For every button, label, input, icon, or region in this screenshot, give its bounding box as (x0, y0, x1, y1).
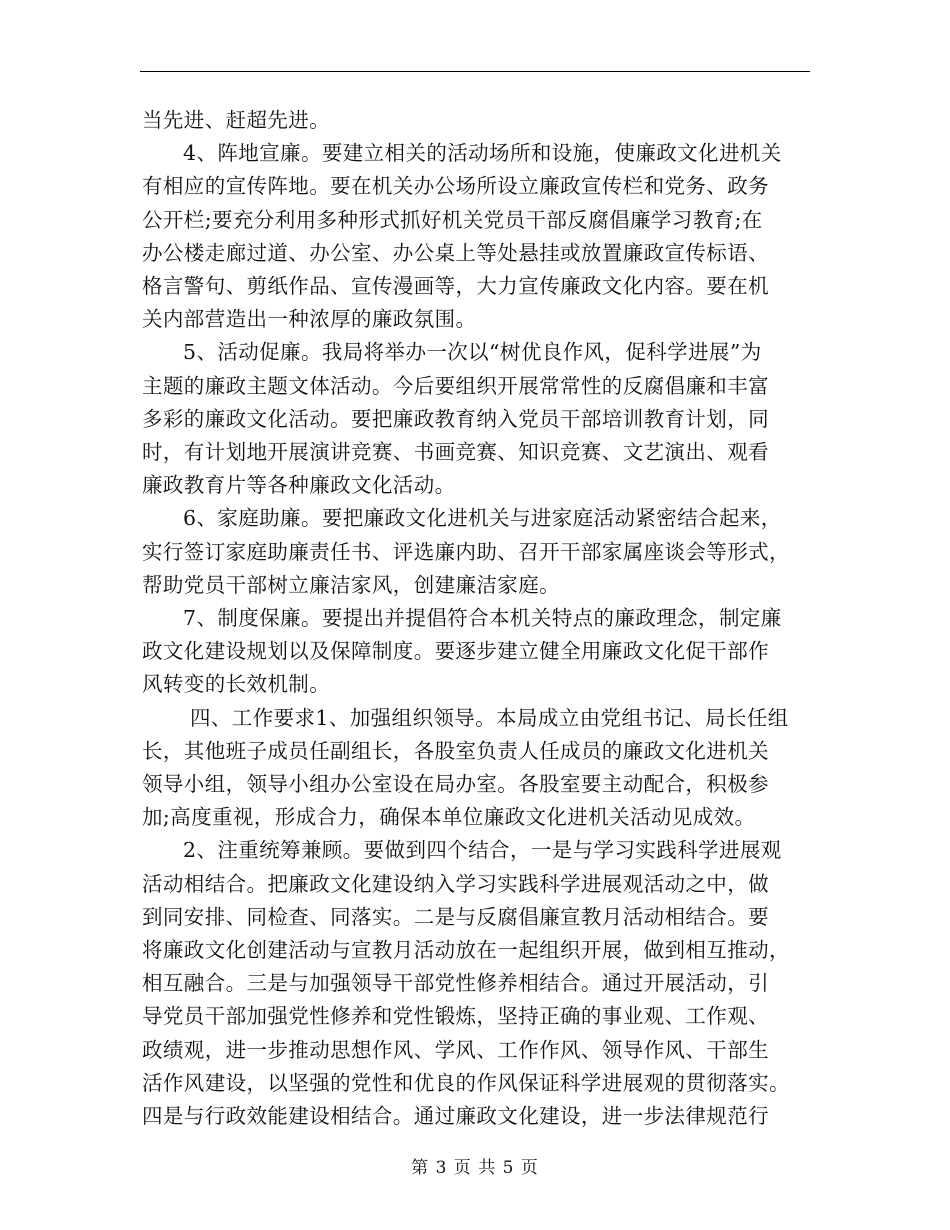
text-line: 公开栏;要充分利用多种形式抓好机关党员干部反腐倡廉学习教育;在 (142, 207, 763, 232)
text-line: 长，其他班子成员任副组长，各股室负责人任成员的廉政文化进机关 (142, 738, 769, 763)
text-line: 当先进、赶超先进。 (142, 108, 331, 132)
section-heading-work-requirements: 四、工作要求1、加强组织领导。本局成立由党组书记、局长任组 (190, 705, 789, 730)
text-line: 政绩观，进一步推动思想作风、学风、工作作风、领导作风、干部生 (142, 1037, 769, 1062)
paragraph-heading-5: 5、活动促廉。我局将举办一次以“树优良作风，促科学进展”为 (183, 340, 762, 365)
text-line: 活动相结合。把廉政文化建设纳入学习实践科学进展观活动之中，做 (142, 871, 769, 896)
text-line: 廉政教育片等各种廉政文化活动。 (142, 473, 456, 498)
document-body (142, 104, 812, 1133)
paragraph-heading-4: 4、阵地宣廉。要建立相关的活动场所和设施，使廉政文化进机关 (183, 141, 782, 166)
text-line: 将廉政文化创建活动与宣教月活动放在一起组织开展，做到相互推动， (142, 938, 790, 963)
text-line: 领导小组，领导小组办公室设在局办室。各股室要主动配合，积极参 (142, 772, 769, 797)
text-line: 格言警句、剪纸作品、宣传漫画等，大力宣传廉政文化内容。要在机 (142, 274, 769, 299)
paragraph-heading-6: 6、家庭助廉。要把廉政文化进机关与进家庭活动紧密结合起来， (183, 506, 782, 531)
text-line: 有相应的宣传阵地。要在机关办公场所设立廉政宣传栏和党务、政务 (142, 174, 769, 199)
text-line: 关内部营造出一种浓厚的廉政氛围。 (142, 307, 477, 332)
paragraph-heading-2: 2、注重统筹兼顾。要做到四个结合，一是与学习实践科学进展观 (183, 838, 782, 863)
text-line: 时，有计划地开展演讲竞赛、书画竞赛、知识竞赛、文艺演出、观看 (142, 440, 769, 465)
text-line: 风转变的长效机制。 (142, 672, 331, 697)
text-line: 实行签订家庭助廉责任书、评选廉内助、召开干部家属座谈会等形式， (142, 539, 790, 564)
text-line: 政文化建设规划以及保障制度。要逐步建立健全用廉政文化促干部作 (142, 639, 769, 664)
text-line: 多彩的廉政文化活动。要把廉政教育纳入党员干部培训教育计划，同 (142, 406, 769, 431)
header-rule (140, 71, 810, 72)
text-line: 相互融合。三是与加强领导干部党性修养相结合。通过开展活动，引 (142, 971, 769, 996)
text-line: 导党员干部加强党性修养和党性锻炼，坚持正确的事业观、工作观、 (142, 1004, 769, 1029)
text-line: 主题的廉政主题文体活动。今后要组织开展常常性的反腐倡廉和丰富 (142, 373, 769, 398)
text-line: 帮助党员干部树立廉洁家风，创建廉洁家庭。 (142, 572, 560, 597)
text-line: 办公楼走廊过道、办公室、办公桌上等处悬挂或放置廉政宣传标语、 (142, 240, 769, 265)
text-line: 活作风建设，以坚强的党性和优良的作风保证科学进展观的贯彻落实。 (142, 1070, 790, 1095)
text-line: 四是与行政效能建设相结合。通过廉政文化建设，进一步法律规范行 (142, 1104, 769, 1129)
text-line: 到同安排、同检查、同落实。二是与反腐倡廉宣教月活动相结合。要 (142, 904, 769, 929)
page-number-footer: 第 3 页 共 5 页 (411, 1158, 539, 1178)
paragraph-heading-7: 7、制度保廉。要提出并提倡符合本机关特点的廉政理念，制定廉 (183, 606, 782, 631)
text-line: 加;高度重视，形成合力，确保本单位廉政文化进机关活动见成效。 (142, 805, 756, 830)
